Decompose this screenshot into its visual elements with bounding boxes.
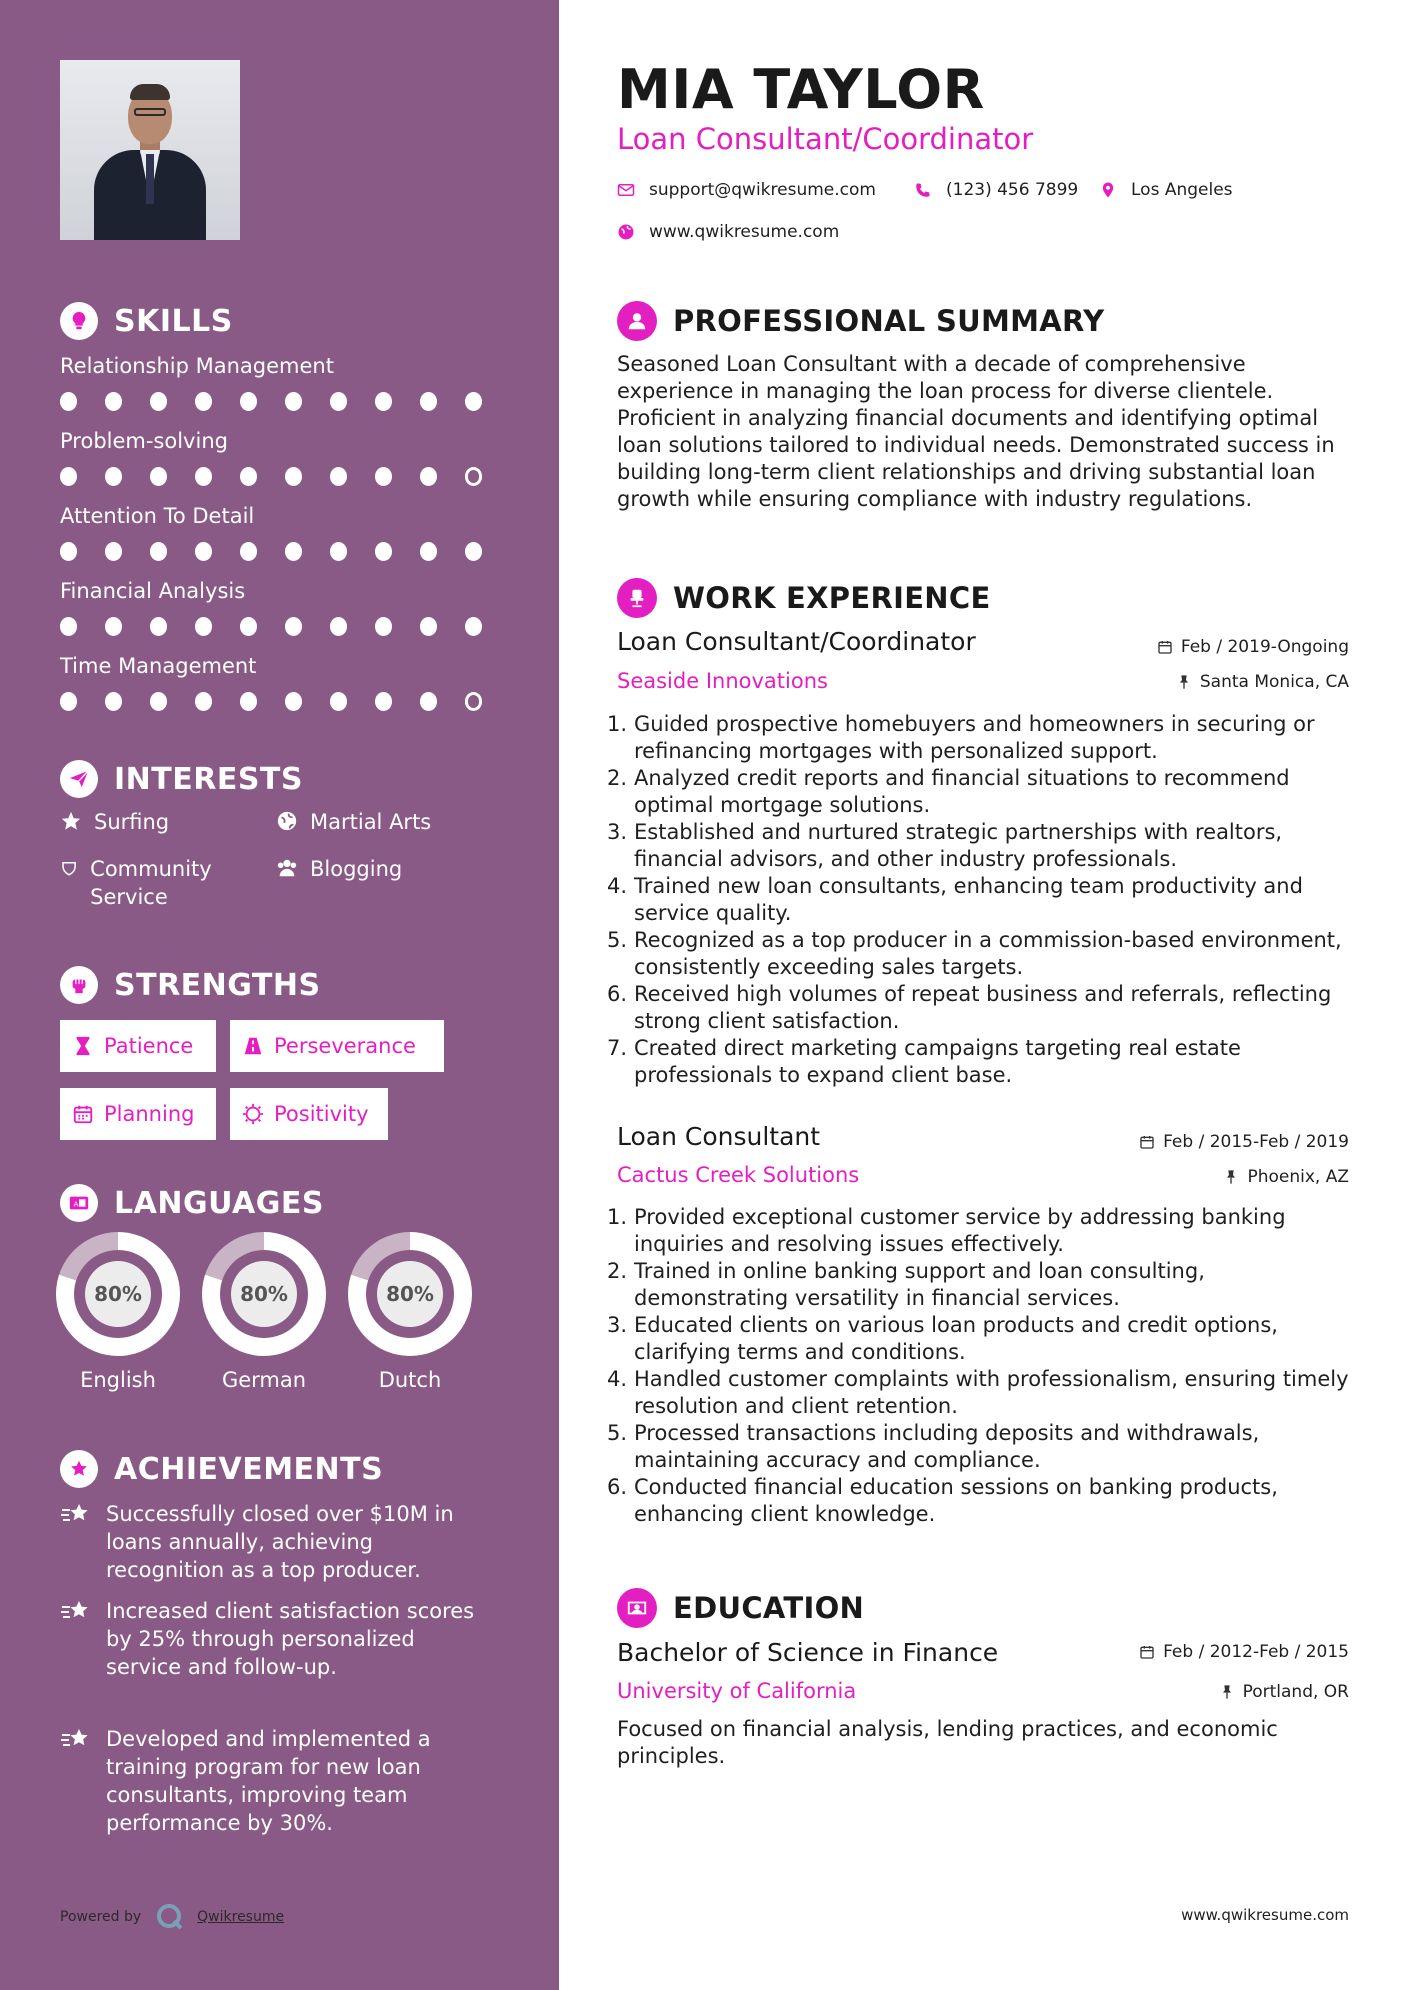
bullet-number: 5. (607, 928, 628, 952)
job-bullet (607, 927, 1349, 981)
contact-website (617, 222, 839, 242)
job-bullet (607, 819, 1349, 873)
bullet-text: Educated clients on various loan products and credit options, clarifying terms and conditions. (634, 1313, 1278, 1364)
language-icon (60, 1184, 98, 1222)
summary-heading: PROFESSIONAL SUMMARY (617, 301, 1104, 341)
rating-dot-filled (330, 542, 347, 561)
job-bullet (607, 1258, 1349, 1312)
graduation-icon (617, 1588, 657, 1628)
star-icon (60, 810, 82, 832)
language-item (202, 1232, 326, 1392)
bullet-text: Provided exceptional customer service by addressing banking inquiries and resolving issues effectively. (634, 1205, 1286, 1256)
school-name: University of California (617, 1679, 857, 1703)
skill-name: Financial Analysis (60, 579, 246, 603)
bullet-number: 3. (607, 820, 628, 844)
globe-icon (617, 223, 635, 241)
bullet-text: Recognized as a top producer in a commission-based environment, consistently exceeding sales targets. (634, 928, 1342, 979)
calendar-icon (1139, 1134, 1155, 1150)
rating-dot-filled (240, 392, 257, 411)
strength-tag: Planning (60, 1088, 216, 1140)
job-bullet (607, 1366, 1349, 1420)
bullet-text: Trained new loan consultants, enhancing team productivity and service quality. (634, 874, 1303, 925)
sun-icon (242, 1103, 264, 1125)
bullet-number: 4. (607, 874, 628, 898)
interest-item: Blogging (276, 855, 402, 883)
rating-dot-filled (330, 692, 347, 711)
shooting-star-icon (60, 1599, 92, 1625)
job-bullet (607, 1312, 1349, 1366)
bullet-number: 1. (607, 1205, 628, 1229)
languages-heading: A LANGUAGES (60, 1184, 324, 1222)
shooting-star-icon (60, 1502, 92, 1528)
education-dates: Feb / 2012-Feb / 2015 (1139, 1642, 1349, 1662)
summary-text: Seasoned Loan Consultant with a decade of comprehensive experience in managing the loan process for diverse clientele. Proficient in analyzing financial documents and identifying optimal loan solutions tailored to individual needs. Demonstrated success in building long-term client relationships and driving substantial loan growth while ensuring compliance with industry regulations. (617, 352, 1335, 511)
skill-rating (60, 467, 510, 486)
users-icon (276, 857, 298, 879)
job-bullet (607, 765, 1349, 819)
rating-dot-filled (375, 617, 392, 636)
candidate-name: MIA TAYLOR (617, 58, 985, 121)
calendar-icon (72, 1103, 94, 1125)
rating-dot-filled (150, 617, 167, 636)
fist-icon (60, 966, 98, 1004)
language-name: English (80, 1368, 156, 1392)
rating-dot-filled (330, 467, 347, 486)
rating-dot-filled (465, 617, 482, 636)
skill-rating (60, 542, 510, 561)
skill-item (60, 654, 510, 711)
skill-rating (60, 617, 510, 636)
rating-dot-filled (240, 542, 257, 561)
skill-item (60, 504, 510, 561)
strength-tag: Positivity (230, 1088, 388, 1140)
rating-dot-filled (150, 542, 167, 561)
rating-dot-filled (105, 467, 122, 486)
job-bullets (607, 711, 1349, 1089)
phone-icon (914, 181, 932, 199)
job-dates: Feb / 2015-Feb / 2019 (1139, 1132, 1349, 1152)
contact-location: Los Angeles (1099, 180, 1233, 200)
bullet-text: Received high volumes of repeat business and referrals, reflecting strong client satisfaction. (634, 982, 1332, 1033)
company-name: Cactus Creek Solutions (617, 1163, 860, 1187)
bullet-number: 1. (607, 712, 628, 736)
pushpin-icon (1176, 674, 1192, 690)
rating-dot-filled (60, 392, 77, 411)
job-bullet (607, 1474, 1349, 1528)
skill-item (60, 354, 510, 411)
rating-dot-filled (465, 542, 482, 561)
company-name: Seaside Innovations (617, 669, 828, 693)
rating-dot-filled (150, 467, 167, 486)
strength-tag: Perseverance (230, 1020, 444, 1072)
bullet-text: Handled customer complaints with professionalism, ensuring timely resolution and client retention. (634, 1367, 1349, 1418)
rating-dot-filled (150, 392, 167, 411)
rating-dot-filled (60, 467, 77, 486)
strength-tag: Patience (60, 1020, 216, 1072)
language-item (56, 1232, 180, 1392)
contact-email (617, 180, 876, 200)
language-progress-ring (202, 1232, 326, 1356)
skill-name: Relationship Management (60, 354, 334, 378)
skill-name: Time Management (60, 654, 257, 678)
contact-phone: (123) 456 7899 (914, 180, 1078, 200)
language-name: Dutch (378, 1368, 442, 1392)
interest-item: Martial Arts (276, 808, 431, 836)
rating-dot-filled (105, 542, 122, 561)
degree-title: Bachelor of Science in Finance (617, 1638, 999, 1667)
bullet-number: 6. (607, 982, 628, 1006)
rating-dot-filled (195, 392, 212, 411)
language-progress-ring (56, 1232, 180, 1356)
qwikresume-link[interactable]: Qwikresume (197, 1909, 285, 1925)
job-bullet (607, 1204, 1349, 1258)
shield-icon (60, 857, 78, 879)
bullet-text: Guided prospective homebuyers and homeowners in securing or refinancing mortgages with personalized support. (634, 712, 1315, 763)
rating-dot-empty (465, 692, 483, 711)
footer-url[interactable]: www.qwikresume.com (1181, 1906, 1349, 1924)
rating-dot-filled (330, 392, 347, 411)
rating-dot-filled (150, 692, 167, 711)
achievement-text: Developed and implemented a training program for new loan consultants, improving team performance by 30%. (106, 1727, 431, 1835)
job-title: Loan Consultant/Coordinator (617, 627, 976, 656)
rating-dot-filled (105, 692, 122, 711)
rating-dot-filled (195, 692, 212, 711)
interests-heading: INTERESTS (60, 760, 303, 798)
bullet-number: 7. (607, 1036, 628, 1060)
skill-name: Attention To Detail (60, 504, 255, 528)
language-percent: 80% (85, 1261, 151, 1327)
email-link[interactable]: support@qwikresume.com (649, 180, 876, 200)
rating-dot-filled (375, 692, 392, 711)
job-bullet (607, 981, 1349, 1035)
job-bullet (607, 1420, 1349, 1474)
calendar-icon (1139, 1644, 1155, 1660)
rating-dot-filled (105, 617, 122, 636)
hourglass-icon (72, 1035, 94, 1057)
achievement-item (60, 1597, 480, 1681)
language-progress-ring (348, 1232, 472, 1356)
skill-name: Problem-solving (60, 429, 228, 453)
rating-dot-filled (420, 692, 437, 711)
job-location: Phoenix, AZ (1223, 1167, 1349, 1187)
job-dates: Feb / 2019-Ongoing (1157, 637, 1349, 657)
qwikresume-logo-icon (155, 1902, 185, 1932)
svg-text:A: A (73, 1199, 79, 1209)
achievements-heading: ACHIEVEMENTS (60, 1450, 383, 1488)
rating-dot-filled (195, 467, 212, 486)
rating-dot-filled (420, 542, 437, 561)
achievement-item (60, 1725, 480, 1837)
profile-photo (60, 60, 240, 240)
lightbulb-icon (60, 302, 98, 340)
website-link[interactable]: www.qwikresume.com (649, 222, 840, 242)
rating-dot-filled (285, 467, 302, 486)
rating-dot-filled (240, 617, 257, 636)
bullet-number: 2. (607, 766, 628, 790)
rating-dot-filled (375, 392, 392, 411)
skill-rating (60, 692, 510, 711)
powered-by: Powered by Qwikresume (60, 1902, 284, 1932)
experience-heading: WORK EXPERIENCE (617, 578, 991, 618)
rating-dot-filled (330, 617, 347, 636)
rating-dot-filled (375, 542, 392, 561)
bullet-number: 4. (607, 1367, 628, 1391)
job-bullet (607, 873, 1349, 927)
bullet-number: 6. (607, 1475, 628, 1499)
rating-dot-filled (285, 617, 302, 636)
rating-dot-filled (420, 467, 437, 486)
rating-dot-filled (285, 542, 302, 561)
user-icon (617, 301, 657, 341)
achievement-item (60, 1500, 480, 1584)
bullet-text: Created direct marketing campaigns targeting real estate professionals to expand client base. (634, 1036, 1241, 1087)
rating-dot-filled (105, 392, 122, 411)
rating-dot-filled (465, 392, 482, 411)
candidate-role: Loan Consultant/Coordinator (617, 122, 1034, 156)
sidebar (0, 0, 559, 1990)
job-bullets (607, 1204, 1349, 1528)
job-bullet (607, 1035, 1349, 1089)
job-location: Santa Monica, CA (1176, 672, 1349, 692)
job-title: Loan Consultant (617, 1122, 821, 1151)
education-location: Portland, OR (1219, 1682, 1349, 1702)
pushpin-icon (1219, 1684, 1235, 1700)
star-badge-icon (60, 1450, 98, 1488)
skill-item (60, 579, 510, 636)
skill-item (60, 429, 510, 486)
bullet-number: 2. (607, 1259, 628, 1283)
bullet-text: Processed transactions including deposits and withdrawals, maintaining accuracy and compliance. (634, 1421, 1260, 1472)
rating-dot-filled (420, 617, 437, 636)
calendar-icon (1157, 639, 1173, 655)
rating-dot-filled (240, 467, 257, 486)
rating-dot-filled (285, 692, 302, 711)
rating-dot-filled (60, 692, 77, 711)
language-name: German (221, 1368, 307, 1392)
strengths-heading: STRENGTHS (60, 966, 321, 1004)
job-bullet (607, 711, 1349, 765)
achievement-text: Increased client satisfaction scores by 25% through personalized service and follow-up. (106, 1599, 475, 1679)
rating-dot-filled (285, 392, 302, 411)
rating-dot-filled (60, 542, 77, 561)
skills-heading: SKILLS (60, 302, 233, 340)
shooting-star-icon (60, 1727, 92, 1753)
language-percent: 80% (377, 1261, 443, 1327)
bullet-text: Conducted financial education sessions on banking products, enhancing client knowledge. (634, 1475, 1278, 1526)
rating-dot-filled (240, 692, 257, 711)
bullet-number: 3. (607, 1313, 628, 1337)
bullet-text: Analyzed credit reports and financial situations to recommend optimal mortgage solutions. (634, 766, 1290, 817)
achievement-text: Successfully closed over $10M in loans annually, achieving recognition as a top producer. (106, 1502, 454, 1582)
pushpin-icon (1223, 1169, 1239, 1185)
language-item (348, 1232, 472, 1392)
paper-plane-icon (60, 760, 98, 798)
bullet-text: Trained in online banking support and loan consulting, demonstrating versatility in financial services. (634, 1259, 1205, 1310)
education-heading: EDUCATION (617, 1588, 864, 1628)
map-pin-icon (1099, 181, 1117, 199)
envelope-icon (617, 181, 635, 199)
interest-item: Community Service (60, 855, 260, 911)
rating-dot-filled (60, 617, 77, 636)
skill-rating (60, 392, 510, 411)
rating-dot-empty (465, 467, 483, 486)
rating-dot-filled (195, 542, 212, 561)
language-percent: 80% (231, 1261, 297, 1327)
road-icon (242, 1035, 264, 1057)
rating-dot-filled (375, 467, 392, 486)
bullet-text: Established and nurtured strategic partnerships with realtors, financial advisors, and other industry professionals. (634, 820, 1283, 871)
office-chair-icon (617, 578, 657, 618)
rating-dot-filled (420, 392, 437, 411)
education-text: Focused on financial analysis, lending practices, and economic principles. (617, 1717, 1278, 1768)
interest-item: Surfing (60, 808, 169, 836)
rating-dot-filled (195, 617, 212, 636)
globe-icon (276, 810, 298, 832)
bullet-number: 5. (607, 1421, 628, 1445)
